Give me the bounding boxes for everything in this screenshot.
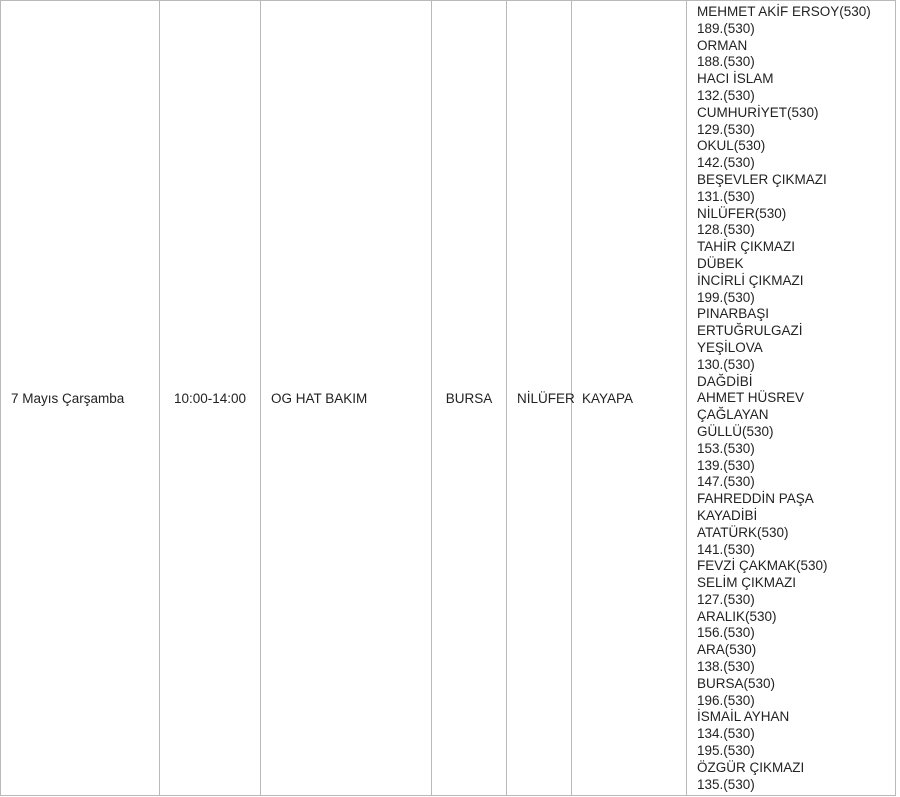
district-cell: NİLÜFER	[507, 1, 572, 796]
street-item: NİLÜFER(530)	[697, 205, 787, 221]
street-item: 131.(530)	[697, 188, 755, 204]
street-item: 128.(530)	[697, 222, 755, 238]
street-item: MEHMET AKİF ERSOY(530)	[697, 4, 871, 19]
street-item: FAHREDDİN PAŞA	[697, 491, 814, 507]
street-item: OKUL(530)	[697, 138, 766, 154]
street-item: 142.(530)	[697, 155, 755, 171]
street-item: AHMET HÜSREV	[697, 390, 805, 406]
street-item: ATATÜRK(530)	[697, 524, 789, 540]
street-item: İSMAİL AYHAN	[697, 709, 790, 725]
street-item: ÖZGÜR ÇIKMAZI	[697, 759, 805, 775]
street-item: HACI İSLAM	[697, 71, 774, 87]
date-cell: 7 Mayıs Çarşamba	[1, 1, 160, 796]
street-item: 134.(530)	[697, 726, 755, 742]
street-item: ÇAĞLAYAN	[697, 407, 769, 423]
street-item: YEŞİLOVA	[697, 339, 763, 355]
street-item: BURSA(530)	[697, 675, 776, 691]
description-cell: OG HAT BAKIM	[261, 1, 432, 796]
street-item: ERTUĞRULGAZİ	[697, 323, 803, 339]
street-item: 153.(530)	[697, 440, 755, 456]
street-item: 135.(530)	[697, 776, 755, 792]
street-item: İNCİRLİ ÇIKMAZI	[697, 272, 804, 288]
street-item: ARALIK(530)	[697, 608, 777, 624]
street-item: 199.(530)	[697, 289, 755, 305]
street-item: 156.(530)	[697, 625, 755, 641]
street-item: TAHİR ÇIKMAZI	[697, 239, 796, 255]
street-item: BEŞEVLER ÇIKMAZI	[697, 171, 827, 187]
street-item: 196.(530)	[697, 692, 755, 708]
street-item: 127.(530)	[697, 591, 755, 607]
street-item: ORMAN	[697, 37, 748, 53]
street-item: 138.(530)	[697, 659, 755, 675]
street-item: GÜLLÜ(530)	[697, 423, 774, 439]
neighborhood-cell: KAYAPA	[572, 1, 687, 796]
street-item: KAYADİBİ	[697, 507, 758, 523]
street-item: DÜBEK	[697, 255, 744, 271]
table-row	[1, 1, 896, 796]
street-item: ARA(530)	[697, 642, 757, 658]
street-item: SELİM ÇIKMAZI	[697, 575, 797, 591]
time-cell: 10:00-14:00	[160, 1, 261, 796]
street-item: 188.(530)	[697, 54, 755, 70]
street-item: 141.(530)	[697, 541, 755, 557]
city-cell: BURSA	[432, 1, 507, 796]
street-item: PINARBAŞI	[697, 306, 770, 322]
street-list	[697, 4, 885, 793]
street-item: 195.(530)	[697, 743, 755, 759]
streets-cell	[687, 1, 896, 796]
street-item: 129.(530)	[697, 121, 755, 137]
street-item: DAĞDİBİ	[697, 373, 753, 389]
street-item: CUMHURİYET(530)	[697, 104, 819, 120]
street-item: 139.(530)	[697, 457, 755, 473]
street-item: FEVZİ ÇAKMAK(530)	[697, 558, 828, 574]
street-item: 189.(530)	[697, 20, 755, 36]
street-item: 147.(530)	[697, 474, 755, 490]
street-item: 130.(530)	[697, 356, 755, 372]
street-item: 132.(530)	[697, 87, 755, 103]
